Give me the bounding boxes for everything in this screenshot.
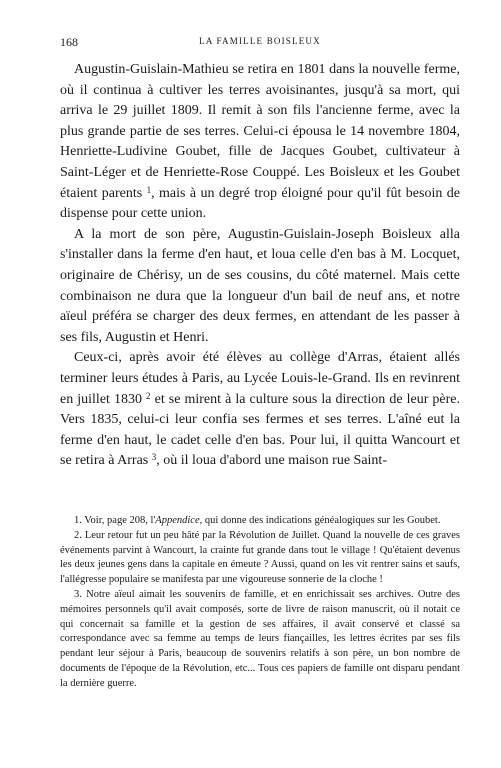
- paragraph-text: , mais à un degré trop éloigné pour qu'il fût besoin de dispense pour cette union.: [60, 185, 460, 222]
- paragraph-2: [60, 225, 460, 349]
- page-number: 168: [60, 35, 78, 49]
- footnote-ref: 3: [151, 452, 157, 463]
- footnote-number: 2.: [74, 529, 82, 541]
- footnote-number: 1.: [74, 515, 82, 526]
- footnote-text: , qui donne des indications généalogiques sur les Goubet.: [199, 515, 441, 526]
- footnote-italic: Appendice: [155, 515, 200, 526]
- paragraph-text: , où il loua d'abord une maison rue Saint-: [156, 453, 387, 469]
- running-title: LA FAMILLE BOISLEUX: [199, 36, 321, 46]
- footnote-2: [60, 529, 460, 588]
- paragraph-text: A la mort de son père, Augustin-Guislain-Joseph Boisleux alla s'installer dans la ferme d'en haut, et loua celle d'en bas à M. Locquet, originaire de Chérisy, un de ses cousins, du côté maternel. Mais cette combinaison ne dura que la longueur d'un bail de neuf ans, et notre aïeul préféra se charger des deux fermes, en attendant de les passer à ses fils, Augustin et Henri.: [60, 226, 460, 345]
- footnote-ref: 2: [146, 390, 151, 401]
- footnote-text: Voir, page 208, l': [81, 515, 156, 526]
- footnote-ref: 1: [146, 184, 152, 195]
- footnotes: [60, 514, 460, 692]
- main-text: [60, 60, 460, 472]
- footnote-text: Leur retour fut un peu hâté par la Révolution de Juillet. Quand la nouvelle de ces graves événements parvint à Wancourt, la crainte fut grande dans tout le village ! Qu'étaient devenus les deux jeunes gens dans la capitale en émeute ? Aussi, quand on les vit rentrer sains et saufs, l'allégresse populaire se manifesta par une vigoureuse sonnerie de la cloche !: [60, 529, 460, 586]
- paragraph-text: Ceux-ci, après avoir été élèves au collège d'Arras, étaient allés terminer leurs études à Paris, au Lycée Louis-le-Grand. Ils en revinrent en juillet 1830: [60, 350, 460, 407]
- paragraph-text: Augustin-Guislain-Mathieu se retira en 1801 dans la nouvelle ferme, où il continua à cultiver les terres avoisinantes, jusqu'à sa mort, qui arriva le 29 juillet 1809. Il remit à son fils l'ancienne ferme, avec la plus grande partie de ses terres. Celui-ci épousa le 14 novembre 1804, Henriette-Ludivine Goubet, fille de Jacques Goubet, cultivateur à Saint-Léger et de Henriette-Rose Couppé. Les Boisleux et les Goubet étaient parents: [60, 62, 460, 201]
- footnote-1: [60, 514, 460, 529]
- page-header: [60, 35, 460, 49]
- footnote-3: [60, 588, 460, 692]
- paragraph-text: et se mirent à la culture sous la direction de leur père. Vers 1835, celui-ci leur confia ses fermes et ses terres. L'aîné eut la ferme d'en haut, le cadet celle d'en bas. Pour lui, il quitta Wancourt et se retira à Arras: [60, 391, 460, 469]
- footnote-number: 3.: [74, 588, 82, 600]
- footnote-text: Notre aïeul aimait les souvenirs de famille, et en enrichissait ses archives. Outre des mémoires personnels qu'il avait composés, sorte de livre de raison manuscrit, où il notait ce qui concernait sa famille et la gestion de ses affaires, il avait conservé et classé sa correspondance avec sa femme au temps de leurs fiançailles, les lettres écrites par ses fils pendant leur séjour à Paris, beaucoup de souvenirs relatifs à son père, un bon nombre de documents de l'époque de la Révolution, etc... Tous ces papiers de famille ont disparu pendant la dernière guerre.: [60, 588, 460, 689]
- paragraph-3: [60, 348, 460, 472]
- paragraph-1: [60, 60, 460, 225]
